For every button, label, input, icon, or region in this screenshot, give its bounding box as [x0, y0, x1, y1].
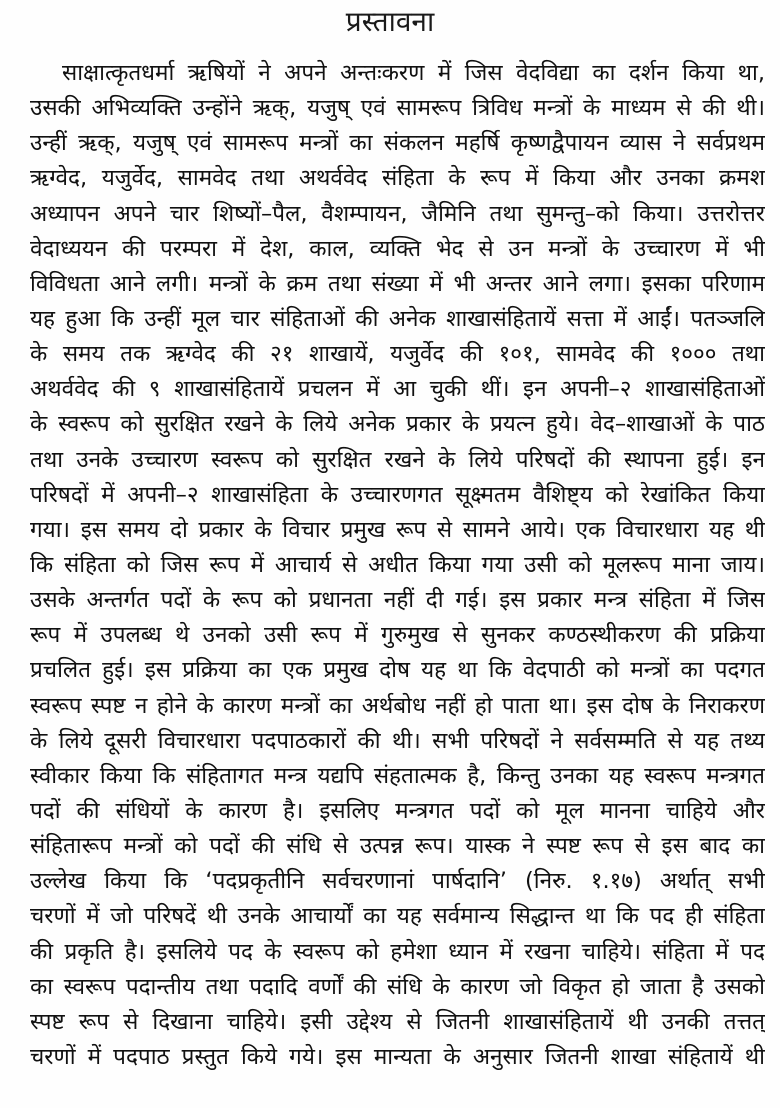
text-line: रूप में उपलब्ध थे उनको उसी रूप में गुरुमुख से सुनकर कण्ठस्थीकरण की प्रक्रिया: [30, 622, 765, 649]
text-line: उल्लेख किया कि ‘पदप्रकृतीनि सर्वचरणानां पार्षदानि’ (निरु. १.१७) अर्थात् सभी: [30, 868, 765, 895]
text-line: पदों की संधियों के कारण है। इसलिए मन्त्रगत पदों को मूल मानना चाहिये और: [30, 797, 765, 824]
text-line: वेदाध्ययन की परम्परा में देश, काल, व्यक्ति भेद से उन मन्त्रों के उच्चारण में भी: [30, 235, 765, 262]
text-line: के लिये दूसरी विचारधारा पदपाठकारों की थी। सभी परिषदों ने सर्वसम्मति से यह तथ्य: [30, 727, 765, 754]
text-line: परिषदों में अपनी–२ शाखासंहिता के उच्चारणगत सूक्ष्मतम वैशिष्ट्य को रेखांकित किया: [30, 481, 765, 508]
text-line: के समय तक ऋग्वेद की २१ शाखायें, यजुर्वेद की १०१, सामवेद की १००० तथा: [30, 341, 765, 368]
text-line: अध्यापन अपने चार शिष्यों–पैल, वैशम्पायन, जैमिनि तथा सुमन्तु–को किया। उत्तरोत्तर: [30, 200, 765, 227]
text-line: प्रचलित हुई। इस प्रक्रिया का एक प्रमुख दोष यह था कि वेदपाठी को मन्त्रों का पदगत: [30, 657, 765, 684]
page-title: प्रस्तावना: [345, 5, 435, 38]
text-line: उसकी अभिव्यक्ति उन्होंने ऋक्, यजुष् एवं सामरूप त्रिविध मन्त्रों के माध्यम से की थी।: [30, 95, 765, 122]
text-line: के स्वरूप को सुरक्षित रखने के लिये अनेक प्रकार के प्रयत्न हुये। वेद–शाखाओं के पाठ: [30, 411, 765, 438]
text-line: संहितारूप मन्त्रों को पदों की संधि से उत्पन्न रूप। यास्क ने स्पष्ट रूप से इस बाद का: [30, 833, 765, 860]
text-line: यह हुआ कि उन्हीं मूल चार संहिताओं की अनेक शाखासंहितायें सत्ता में आईं। पतञ्जलि: [30, 305, 765, 332]
text-line: कि संहिता को जिस रूप में आचार्य से अधीत किया गया उसी को मूलरूप माना जाय।: [30, 551, 765, 578]
text-line: स्वीकार किया कि संहितागत मन्त्र यद्यपि संहतात्मक है, किन्तु उनका यह स्वरूप मन्त्रगत: [30, 762, 765, 789]
text-line: अथर्ववेद की ९ शाखासंहितायें प्रचलन में आ चुकी थीं। इन अपनी–२ शाखासंहिताओं: [30, 376, 765, 403]
text-line: गया। इस समय दो प्रकार के विचार प्रमुख रूप से सामने आये। एक विचारधारा यह थी: [30, 516, 765, 543]
text-line: का स्वरूप पदान्तीय तथा पदादि वर्णों की संधि के कारण जो विकृत हो जाता है उसको: [30, 973, 765, 1000]
text-line: चरणों में जो परिषदें थी उनके आचार्यों का यह सर्वमान्य सिद्धान्त था कि पद ही संहिता: [30, 903, 765, 930]
text-line: स्पष्ट रूप से दिखाना चाहिये। इसी उद्देश्य से जितनी शाखासंहितायें थी उनकी तत्तत्: [30, 1008, 765, 1035]
body-paragraph: [30, 56, 765, 1075]
text-line: उसके अन्तर्गत पदों के रूप को प्रधानता नहीं दी गई। इस प्रकार मन्त्र संहिता में जिस: [30, 587, 765, 614]
text-line: विविधता आने लगी। मन्त्रों के क्रम तथा संख्या में भी अन्तर आने लगा। इसका परिणाम: [30, 270, 765, 297]
text-line: चरणों में पदपाठ प्रस्तुत किये गये। इस मान्यता के अनुसार जितनी शाखा संहितायें थी: [30, 1043, 765, 1070]
text-line: साक्षात्कृतधर्मा ऋषियों ने अपने अन्तःकरण में जिस वेदविद्या का दर्शन किया था,: [62, 60, 765, 86]
text-line: की प्रकृति है। इसलिये पद के स्वरूप को हमेशा ध्यान में रखना चाहिये। संहिता में पद: [30, 938, 765, 965]
text-line: तथा उनके उच्चारण स्वरूप को सुरक्षित रखने के लिये परिषदों की स्थापना हुई। इन: [30, 446, 765, 473]
text-line: ऋग्वेद, यजुर्वेद, सामवेद तथा अथर्ववेद संहिता के रूप में किया और उनका क्रमश: [30, 165, 765, 192]
text-line: उन्हीं ऋक्, यजुष् एवं सामरूप मन्त्रों का संकलन महर्षि कृष्णद्वैपायन व्यास ने सर्वप्रथम: [30, 130, 765, 157]
text-line: स्वरूप स्पष्ट न होने के कारण मन्त्रों का अर्थबोध नहीं हो पाता था। इस दोष के निराकरण: [30, 692, 765, 719]
